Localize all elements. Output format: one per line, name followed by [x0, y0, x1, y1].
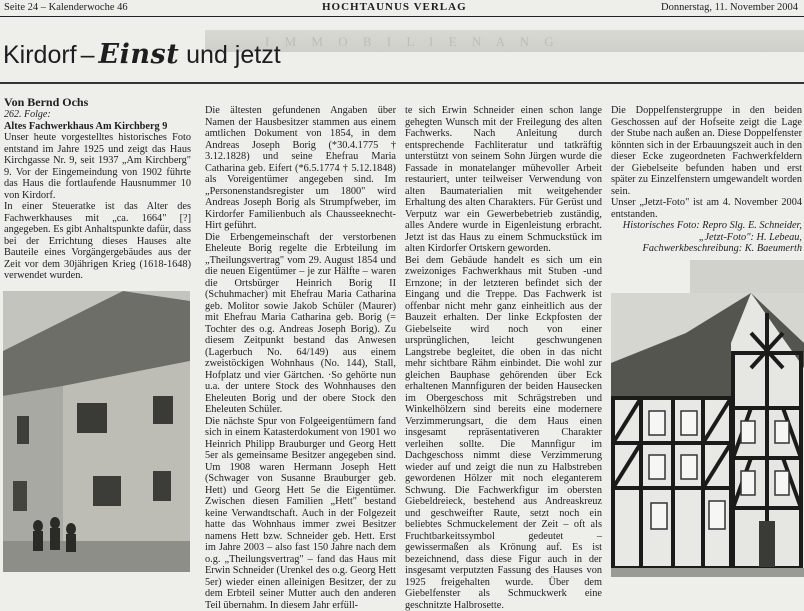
paragraph: Unser heute vorgestelltes historisches Foto entstand im Jahre 1925 und zeigt das Haus Kirchgasse Nr. 9, seit 1937 „Am Kirchberg" 9. Vor der Eingemeindung von 1902 führte das Haus die fortlaufende Hausnummer 10 von Kirdorf. — [4, 132, 191, 201]
paragraph: Die nächste Spur von Folgeeigentümern fand sich in einem Katasterdokument von 1901 wo Heinrich Philipp Brauburger und Georg Hett 5er als gemeinsame Besitzer angegeben sind. Um 1908 waren Hermann Joseph Hett (Schwager von Susanne Brauburger geb. Hett) und Georg Hett 5e die Eigentümer. Zwischen diesen Familien „Hett" bestand keine Verwandtschaft. Auch in der Folgezeit hatte das Wohnhaus immer zwei Besitzer namens Hett bzw. Schneider geb. Hett. Erst im Jahre 2003 – also fast 150 Jahre nach dem o.g. „Theilungsvertrag" – fand das Haus mit Erwin Schneider (Urenkel des o.g. Georg Hett 5er) wieder einen alleinigen Besitzer, der zu dem Erbteil seiner Mutter auch den anderen Teil übernahm. In diesem Jahr erfüll- — [205, 416, 396, 611]
page-number-week: Seite 24 – Kalenderwoche 46 — [4, 0, 128, 15]
timber-frame-house-image — [611, 293, 804, 577]
bleed-through-ad — [205, 30, 804, 52]
page-header — [0, 0, 804, 17]
author-byline: Von Bernd Ochs — [4, 96, 191, 109]
article-subhead: Altes Fachwerkhaus Am Kirchberg 9 — [4, 121, 191, 133]
paragraph: Die Erbengemeinschaft der verstorbenen Eheleute Borig regelte die Erbteilung im „Theilungsvertrag" vom 29. August 1854 und die neuen Eigentümer – je zur Hälfte – waren die Ortsbürger Heinrich Borig II (Schuhmacher) mit Ehefrau Maria Catharina geb. Molitor sowie Jakob Schüler (Maurer) mit Ehefrau Maria Catharina geb. Borig (= Tochter des o.g. Andreas Joseph Borig). Zu diesem Zeitpunkt bestand das Anwesen (Lagerbuch No. 64/149) aus einem zweistöckigen Wohnhaus (No. 144), Stall, Hofplatz und vier Gärtchen. ·So gehörte nun u.a. der untere Stock des Wohnhauses den Eheleuten Borig und der obere Stock den Eheleuten Schüler. — [205, 232, 396, 416]
historic-photo — [3, 291, 190, 572]
photo-credits: Historisches Foto: Repro Slg. E. Schneider, „Jetzt-Foto": H. Lebeau, Fachwerkbeschreibung: K. Baeumerth — [611, 220, 802, 255]
paragraph: Die ältesten gefundenen Angaben über Namen der Hausbesitzer stammen aus einem amtlichen Dokument von 1854, in dem Andreas Joseph Borig (*30.4.1775 † 3.12.1828) und seine Ehefrau Maria Catharina geb. Eifert (*6.5.1774 † 5.12.1848) als Voreigentümer angegeben sind. Im „Personenstandsregister um 1800" wird Andreas Joseph Borig als Strumpfweber, im Kirdorfer Familienbuch als Chausseeknecht-Hirt geführt. — [205, 105, 396, 232]
headline-place: Kirdorf — [3, 41, 77, 69]
paragraph: Unser „Jetzt-Foto" ist am 4. November 2004 entstanden. — [611, 197, 802, 220]
historic-house-image — [3, 291, 190, 572]
headline-einst: Einst — [99, 39, 180, 70]
article-column-4 — [611, 105, 802, 255]
series-number: 262. Folge: — [4, 109, 191, 121]
headline-und-jetzt: und jetzt — [186, 41, 281, 69]
current-photo — [611, 293, 804, 577]
paragraph: In einer Steueratke ist das Alter des Fachwerkhauses mit „ca. 1664" [?] angegeben. Es gibt Anhaltspunkte dafür, dass bei der Errichtung dieses Hauses alte Bauteile eines Vorgängergebäudes aus der Zeit vor dem 30jährigen Krieg (1618-1648) verwendet wurden. — [4, 201, 191, 282]
headline — [3, 37, 281, 73]
paragraph: te sich Erwin Schneider einen schon lange gehegten Wunsch mit der Freilegung des alten Fachwerks. Nach Anleitung durch entsprechende Fachliteratur und tatkräftig unterstützt von seinem Sohn Jürgen wurde die Fassade in monatelanger mühevoller Arbeit restauriert, unter teilweiser Verwendung von alten Baumaterialien mit weitgehender Erhaltung des alten Charakters. Für Gerüst und Verputz war ein Gewerbebetrieb zuständig, alles Andere wurde in Eigenleistung erbracht. Jetzt ist das Haus zu einem Schmuckstück im alten Kirdorfer Ortskern geworden. — [405, 105, 602, 255]
paragraph: Die Doppelfenstergruppe in den beiden Geschossen auf der Hofseite zeigt die Lage der Stube nach außen an. Diese Doppelfenster könnten sich in der Erbauungszeit auch in den dieser Ecke zugeordneten Fachwerkfeldern der Giebelseite befunden haben und erst später zu Einzelfenstern umgewandelt worden sein. — [611, 105, 802, 197]
paragraph: Bei dem Gebäude handelt es sich um ein zweizoniges Fachwerkhaus mit Stuben -und Ernzone; in der letzteren befindet sich der Eingang und die Treppe. Das Fachwerk ist offenbar nicht mehr ganz einheitlich aus der Bauzeit erhalten. Der linke Eckpfosten der Giebelseite wird noch von einer ursprünglichen, leicht geschwungenen Langstrebe begleitet, die oben in das nicht mehr sichtbare Rähm einbindet. Die wohl zur gleichen Bauphase gehörenden über Eck erhaltenen Mannfiguren der beiden Hausecken im Obergeschoss mit Schrägstreben und Winkelhölzern sind bereits eine modernere Verzimmerungsart, die dem Haus einen insgesamt repräsentativeren Charakter verleihen sollte. Die Mannfigur im Dachgeschoss nimmt diese Verzimmerung wieder auf und zeigt die nun zu Halbstreben gewordenen Hölzer mit noch eleganterem Schwung. Die Fachwerkfigur im obersten Giebeldreieck, bestehend aus Andreaskreuz und geschweifter Raute, setzt noch ein beliebtes Schmuckelement der Zeit – oft als Fruchtbarkeitssymbol gedeutet – gewissermaßen als Krönung auf. Es ist bezeichnend, dass diese Figur auch in der insgesamt verputzten Fassung des Hauses von 1925 freigehalten wurde. Über dem Giebelfenster als Schmuckwerk eine geschnitzte Halbrosette. — [405, 255, 602, 611]
issue-date: Donnerstag, 11. November 2004 — [661, 0, 798, 15]
article-column-1 — [4, 96, 191, 282]
article-column-3 — [405, 105, 602, 611]
headline-rule — [0, 82, 804, 84]
headline-dash: – — [81, 41, 95, 69]
publisher-name: HOCHTAUNUS VERLAG — [322, 0, 467, 15]
bleed-through-text: I M M O B I L I E N A N G — [265, 34, 560, 50]
article-column-2 — [205, 105, 396, 611]
